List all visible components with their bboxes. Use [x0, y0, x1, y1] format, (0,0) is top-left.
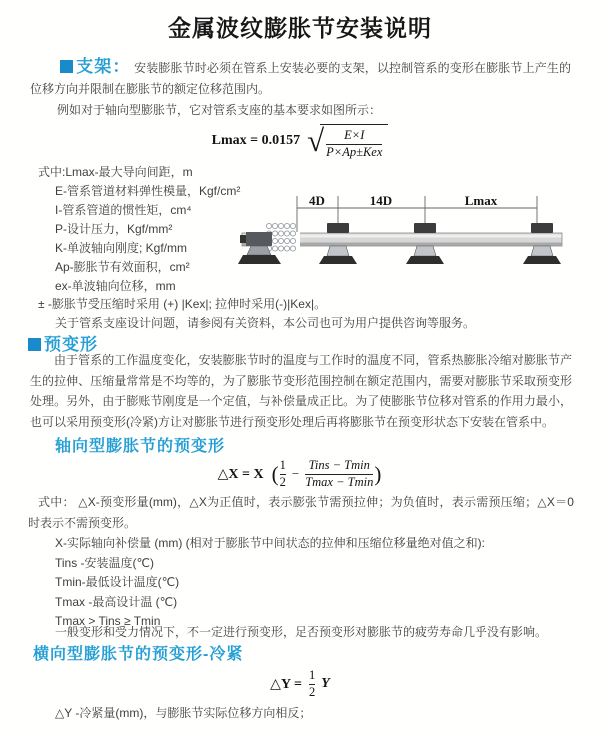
formula-lmax	[0, 121, 600, 160]
axial-note: 一般变形和受力情况下，不一定进行预变形，足否预变形对膨胀节的疲劳寿命几乎没有影响。	[55, 625, 548, 639]
minus-sign: −	[291, 466, 300, 482]
support-section-heading: 支架：	[76, 57, 131, 76]
frac-num: Tins − Tmin	[308, 458, 370, 472]
lateral-note: △Y -冷紧量(mm)，与膨胀节实际位移方向相反；	[55, 706, 312, 720]
formula-terms-intro: 式中:Lmax-最大导向间距，m	[38, 165, 193, 179]
frac-den: 2	[309, 684, 316, 699]
support-example-line: 例如对于轴向型膨胀节，它对管系支座的基本要求如图所示：	[57, 103, 382, 117]
term-item: Tins -安装温度(℃)	[55, 555, 155, 570]
formula-lmax-denominator: P×Ap±Kex	[326, 144, 383, 159]
formula-dy-lhs: △Y =	[270, 676, 303, 692]
frac-num: 1	[309, 668, 316, 682]
formula-terms-list	[55, 181, 240, 295]
lateral-subheading: 横向型膨胀节的预变形-冷紧	[33, 646, 244, 663]
formula-dy-rhs: Y	[321, 676, 330, 692]
pipe-support-diagram	[238, 193, 570, 293]
axial-terms-list	[55, 533, 485, 631]
frac-one-half	[280, 458, 286, 490]
formula-delta-y	[0, 668, 600, 700]
term-item: K-单波轴向刚度; Kgf/mm	[55, 241, 188, 255]
support-intro-paragraph	[30, 56, 571, 100]
plusminus-note: ± -膨胀节受压缩时采用 (+) |Kex|; 拉伸时采用(-)|Kex|。	[38, 297, 327, 311]
term-item: Tmin-最低设计温度(℃)	[55, 575, 180, 589]
radical-sign-icon: √	[307, 122, 325, 158]
formula-dx-lhs: △X = X	[217, 466, 264, 482]
term-item: ex-单波轴向位移，mm	[55, 279, 176, 293]
term-item: E-管系管道材料弹性模量，Kgf/cm²	[55, 184, 241, 198]
diagram-label-lmax: Lmax	[464, 193, 498, 208]
open-paren: (	[271, 461, 279, 486]
term-item: P-设计压力，Kgf/mm²	[55, 222, 173, 236]
frac-den: 2	[279, 474, 286, 489]
term-item: Ap-膨胀节有效面积，cm²	[55, 260, 190, 274]
formula-lmax-radicand	[320, 124, 388, 160]
axial-subheading: 轴向型膨胀节的预变形	[55, 438, 226, 455]
formula-dx-where: 式中： △X-预变形量(mm)，△X为正值时，表示膨张节需预拉伸；为负值时，表示需预压缩；△X＝0时表示不需预变形。	[28, 495, 574, 530]
support-intro-text: 安装膨胀节时必须在管系上安装必要的支架，以控制管系的变形在膨胀节上产生的位移方向并限制在膨胀节的额定位移范围内。	[30, 61, 572, 96]
formula-lmax-lhs: Lmax = 0.0157	[211, 132, 301, 148]
formula-lmax-numerator: E×I	[344, 128, 365, 142]
term-item: I-管系管道的惯性矩，cm⁴	[55, 203, 192, 217]
frac-den: Tmax − Tmin	[305, 474, 374, 489]
consult-note: 关于管系支座设计问题，请参阅有关资料，本公司也可为用户提供咨询等服务。	[55, 316, 476, 330]
page-title: 金属波纹膨胀节安装说明	[168, 15, 432, 41]
frac-temperature	[305, 458, 373, 490]
diagram-label-4d: 4D	[309, 193, 325, 208]
term-item: X-实际轴向补偿量 (mm) (相对于膨胀节中间状态的拉伸和压缩位移量绝对值之和):	[55, 536, 485, 550]
formula-delta-x	[0, 458, 600, 490]
close-paren: )	[374, 461, 382, 486]
section-bullet-icon	[60, 60, 73, 73]
frac-num: 1	[279, 458, 286, 472]
predeform-heading-text: 预变形	[44, 335, 98, 354]
frac-one-half	[309, 668, 315, 700]
predeform-body-paragraph: 由于管系的工作温度变化，安装膨胀节时的温度与工作时的温度不同，管系热膨胀冷缩对膨胀节产生的拉伸、压缩量常常是不均等的，为了膨胀节变形范围控制在额定范围内，需要对膨胀节采取预变形处理。另外，由于膨账节刚度是一个定值，与补偿量成正比。为了使膨胀节位移对管系的作用力最小，也可以采用预变形(冷紧)方让对膨胀节进行预变形处理后再将膨胀节在预变形状态下安装在管系中。	[30, 353, 572, 429]
term-item: Tmax -最高设计温 (℃)	[55, 594, 178, 609]
diagram-label-14d: 14D	[369, 193, 393, 208]
term-item: Tmax > Tins ≥ Tmin	[55, 614, 161, 628]
